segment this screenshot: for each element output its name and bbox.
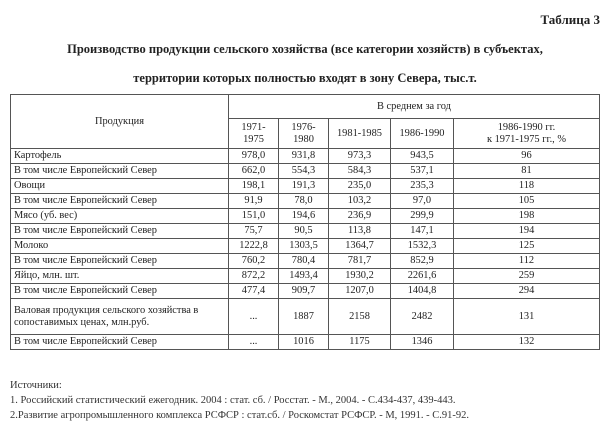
row-value: 96 <box>454 149 600 164</box>
table-row <box>11 224 600 239</box>
row-value: 978,0 <box>229 149 279 164</box>
row-value: 931,8 <box>279 149 329 164</box>
row-value: 113,8 <box>329 224 391 239</box>
row-value: 1887 <box>279 299 329 335</box>
row-value: 131 <box>454 299 600 335</box>
table-row <box>11 239 600 254</box>
row-value: 1207,0 <box>329 284 391 299</box>
row-value: 151,0 <box>229 209 279 224</box>
row-value: 760,2 <box>229 254 279 269</box>
header-period: 1971-1975 <box>229 119 279 149</box>
row-value: 872,2 <box>229 269 279 284</box>
row-value: 259 <box>454 269 600 284</box>
row-value: 554,3 <box>279 164 329 179</box>
row-value: 1493,4 <box>279 269 329 284</box>
row-label: В том числе Европейский Север <box>11 335 229 350</box>
row-label: Яйцо, млн. шт. <box>11 269 229 284</box>
row-label: В том числе Европейский Север <box>11 284 229 299</box>
header-ratio <box>454 119 600 149</box>
row-value: 90,5 <box>279 224 329 239</box>
row-label: В том числе Европейский Север <box>11 194 229 209</box>
row-value: 105 <box>454 194 600 209</box>
row-label: В том числе Европейский Север <box>11 164 229 179</box>
row-value: 91,9 <box>229 194 279 209</box>
row-label: Валовая продукция сельского хозяйства в сопоставимых ценах, млн.руб. <box>11 299 229 335</box>
table-row <box>11 299 600 335</box>
header-period: 1986-1990 <box>391 119 454 149</box>
row-label: В том числе Европейский Север <box>11 254 229 269</box>
row-value: 477,4 <box>229 284 279 299</box>
production-table <box>10 94 600 350</box>
row-label: Мясо (уб. вес) <box>11 209 229 224</box>
row-value: 81 <box>454 164 600 179</box>
row-value: 2261,6 <box>391 269 454 284</box>
table-row <box>11 335 600 350</box>
row-label: Картофель <box>11 149 229 164</box>
row-value: 236,9 <box>329 209 391 224</box>
row-value: 1175 <box>329 335 391 350</box>
note-item: 2.Развитие агропромышленного комплекса РСФСР : стат.сб. / Роскомстат РСФСР. - М, 1991. - С.91-92. <box>10 410 470 421</box>
row-value: 1930,2 <box>329 269 391 284</box>
header-ratio-line-2: к 1971-1975 гг., % <box>486 133 567 145</box>
row-value: 299,9 <box>391 209 454 224</box>
row-label: Овощи <box>11 179 229 194</box>
row-value: 235,3 <box>391 179 454 194</box>
table-row <box>11 179 600 194</box>
table-row <box>11 254 600 269</box>
row-label: В том числе Европейский Север <box>11 224 229 239</box>
row-value: 584,3 <box>329 164 391 179</box>
row-value: 235,0 <box>329 179 391 194</box>
row-value: 2482 <box>391 299 454 335</box>
table-title-line-2: территории которых полностью входят в зону Севера, тыс.т. <box>133 71 477 85</box>
row-label: Молоко <box>11 239 229 254</box>
row-value: 781,7 <box>329 254 391 269</box>
row-value: 1364,7 <box>329 239 391 254</box>
table-body <box>11 149 600 350</box>
row-value: 198 <box>454 209 600 224</box>
row-value: 1222,8 <box>229 239 279 254</box>
row-value: ... <box>229 335 279 350</box>
row-value: 147,1 <box>391 224 454 239</box>
row-value: 194 <box>454 224 600 239</box>
row-value: 2158 <box>329 299 391 335</box>
row-value: 118 <box>454 179 600 194</box>
row-value: 1303,5 <box>279 239 329 254</box>
table-row <box>11 284 600 299</box>
row-value: 112 <box>454 254 600 269</box>
row-value: 132 <box>454 335 600 350</box>
row-value: 198,1 <box>229 179 279 194</box>
row-value: 1346 <box>391 335 454 350</box>
row-value: ... <box>229 299 279 335</box>
row-value: 125 <box>454 239 600 254</box>
table-row <box>11 194 600 209</box>
note-item: 1. Российский статистический ежегодник. 2004 : стат. сб. / Росстат. - М., 2004. - С.434-437, 439-443. <box>10 395 456 406</box>
row-value: 852,9 <box>391 254 454 269</box>
row-value: 294 <box>454 284 600 299</box>
row-value: 78,0 <box>279 194 329 209</box>
header-product: Продукция <box>11 95 229 149</box>
row-value: 194,6 <box>279 209 329 224</box>
row-value: 973,3 <box>329 149 391 164</box>
header-ratio-line-1: 1986-1990 гг. <box>497 121 556 133</box>
notes-heading: Источники: <box>10 380 62 391</box>
header-period: 1981-1985 <box>329 119 391 149</box>
header-period: 1976-1980 <box>279 119 329 149</box>
row-value: 1404,8 <box>391 284 454 299</box>
row-value: 780,4 <box>279 254 329 269</box>
table-row <box>11 209 600 224</box>
table-row <box>11 164 600 179</box>
row-value: 1532,3 <box>391 239 454 254</box>
row-value: 537,1 <box>391 164 454 179</box>
row-value: 75,7 <box>229 224 279 239</box>
row-value: 943,5 <box>391 149 454 164</box>
row-value: 909,7 <box>279 284 329 299</box>
row-value: 662,0 <box>229 164 279 179</box>
table-label: Таблица 3 <box>540 12 600 27</box>
row-value: 1016 <box>279 335 329 350</box>
table-row <box>11 149 600 164</box>
row-value: 97,0 <box>391 194 454 209</box>
table-row <box>11 269 600 284</box>
table-title-line-1: Производство продукции сельского хозяйства (все категории хозяйств) в субъектах, <box>67 42 543 56</box>
header-average-per-year: В среднем за год <box>229 95 600 119</box>
sources-notes <box>10 378 469 423</box>
row-value: 191,3 <box>279 179 329 194</box>
row-value: 103,2 <box>329 194 391 209</box>
